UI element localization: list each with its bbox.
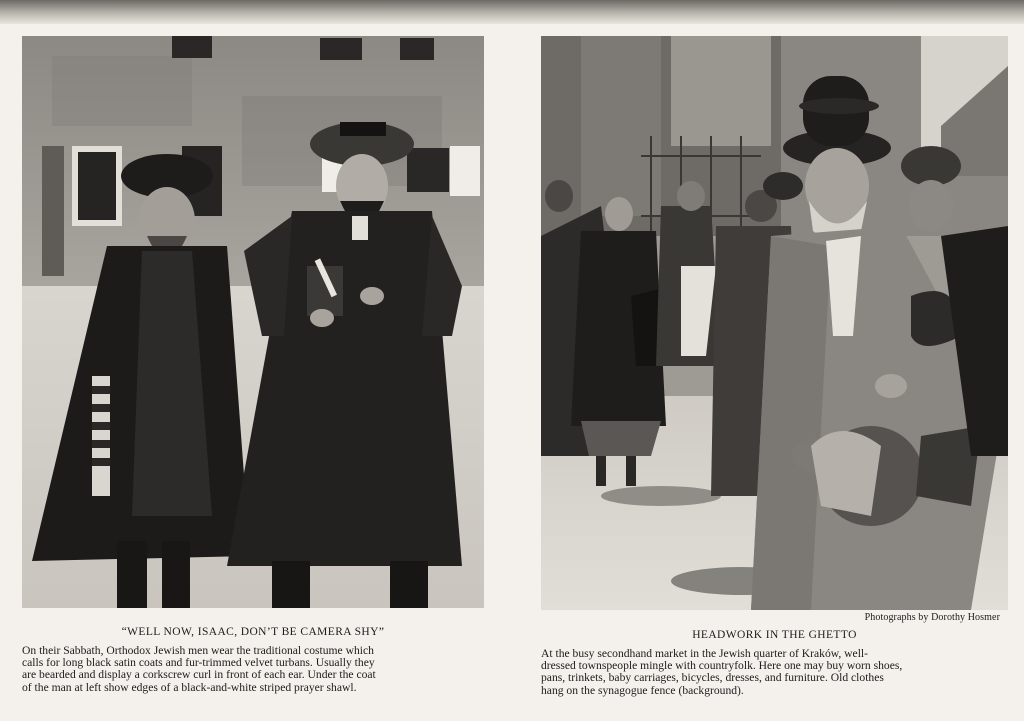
caption-line: are bearded and display a corkscrew curl in front of each ear. Under the coat (22, 668, 376, 682)
page-gutter-shadow (0, 0, 1024, 24)
right-caption-title: HEADWORK IN THE GHETTO (692, 629, 857, 641)
caption-line: dressed townspeople mingle with countryfolk. Here one may buy worn shoes, (541, 659, 903, 673)
photo-right-illustration (541, 36, 1008, 610)
photo-ghetto-market (541, 36, 1008, 610)
photo-two-men-sabbath (22, 36, 484, 608)
right-caption-body (541, 648, 1008, 697)
caption-line: On their Sabbath, Orthodox Jewish men wear the traditional costume which (22, 644, 374, 657)
caption-line: pans, trinkets, baby carriages, bicycles, dresses, and furniture. Old clothes (541, 671, 884, 685)
caption-line: At the busy secondhand market in the Jewish quarter of Kraków, well- (541, 647, 869, 660)
caption-line: calls for long black satin coats and fur-trimmed velvet turbans. Usually they (22, 656, 375, 670)
photo-credit: Photographs by Dorothy Hosmer (864, 612, 1000, 623)
photo-left-illustration (22, 36, 484, 608)
left-caption-title: “WELL NOW, ISAAC, DON’T BE CAMERA SHY” (121, 626, 385, 638)
left-caption-body (22, 645, 484, 694)
caption-line: hang on the synagogue fence (background). (541, 683, 744, 697)
caption-line: of the man at left show edges of a black-and-white striped prayer shawl. (22, 680, 357, 694)
